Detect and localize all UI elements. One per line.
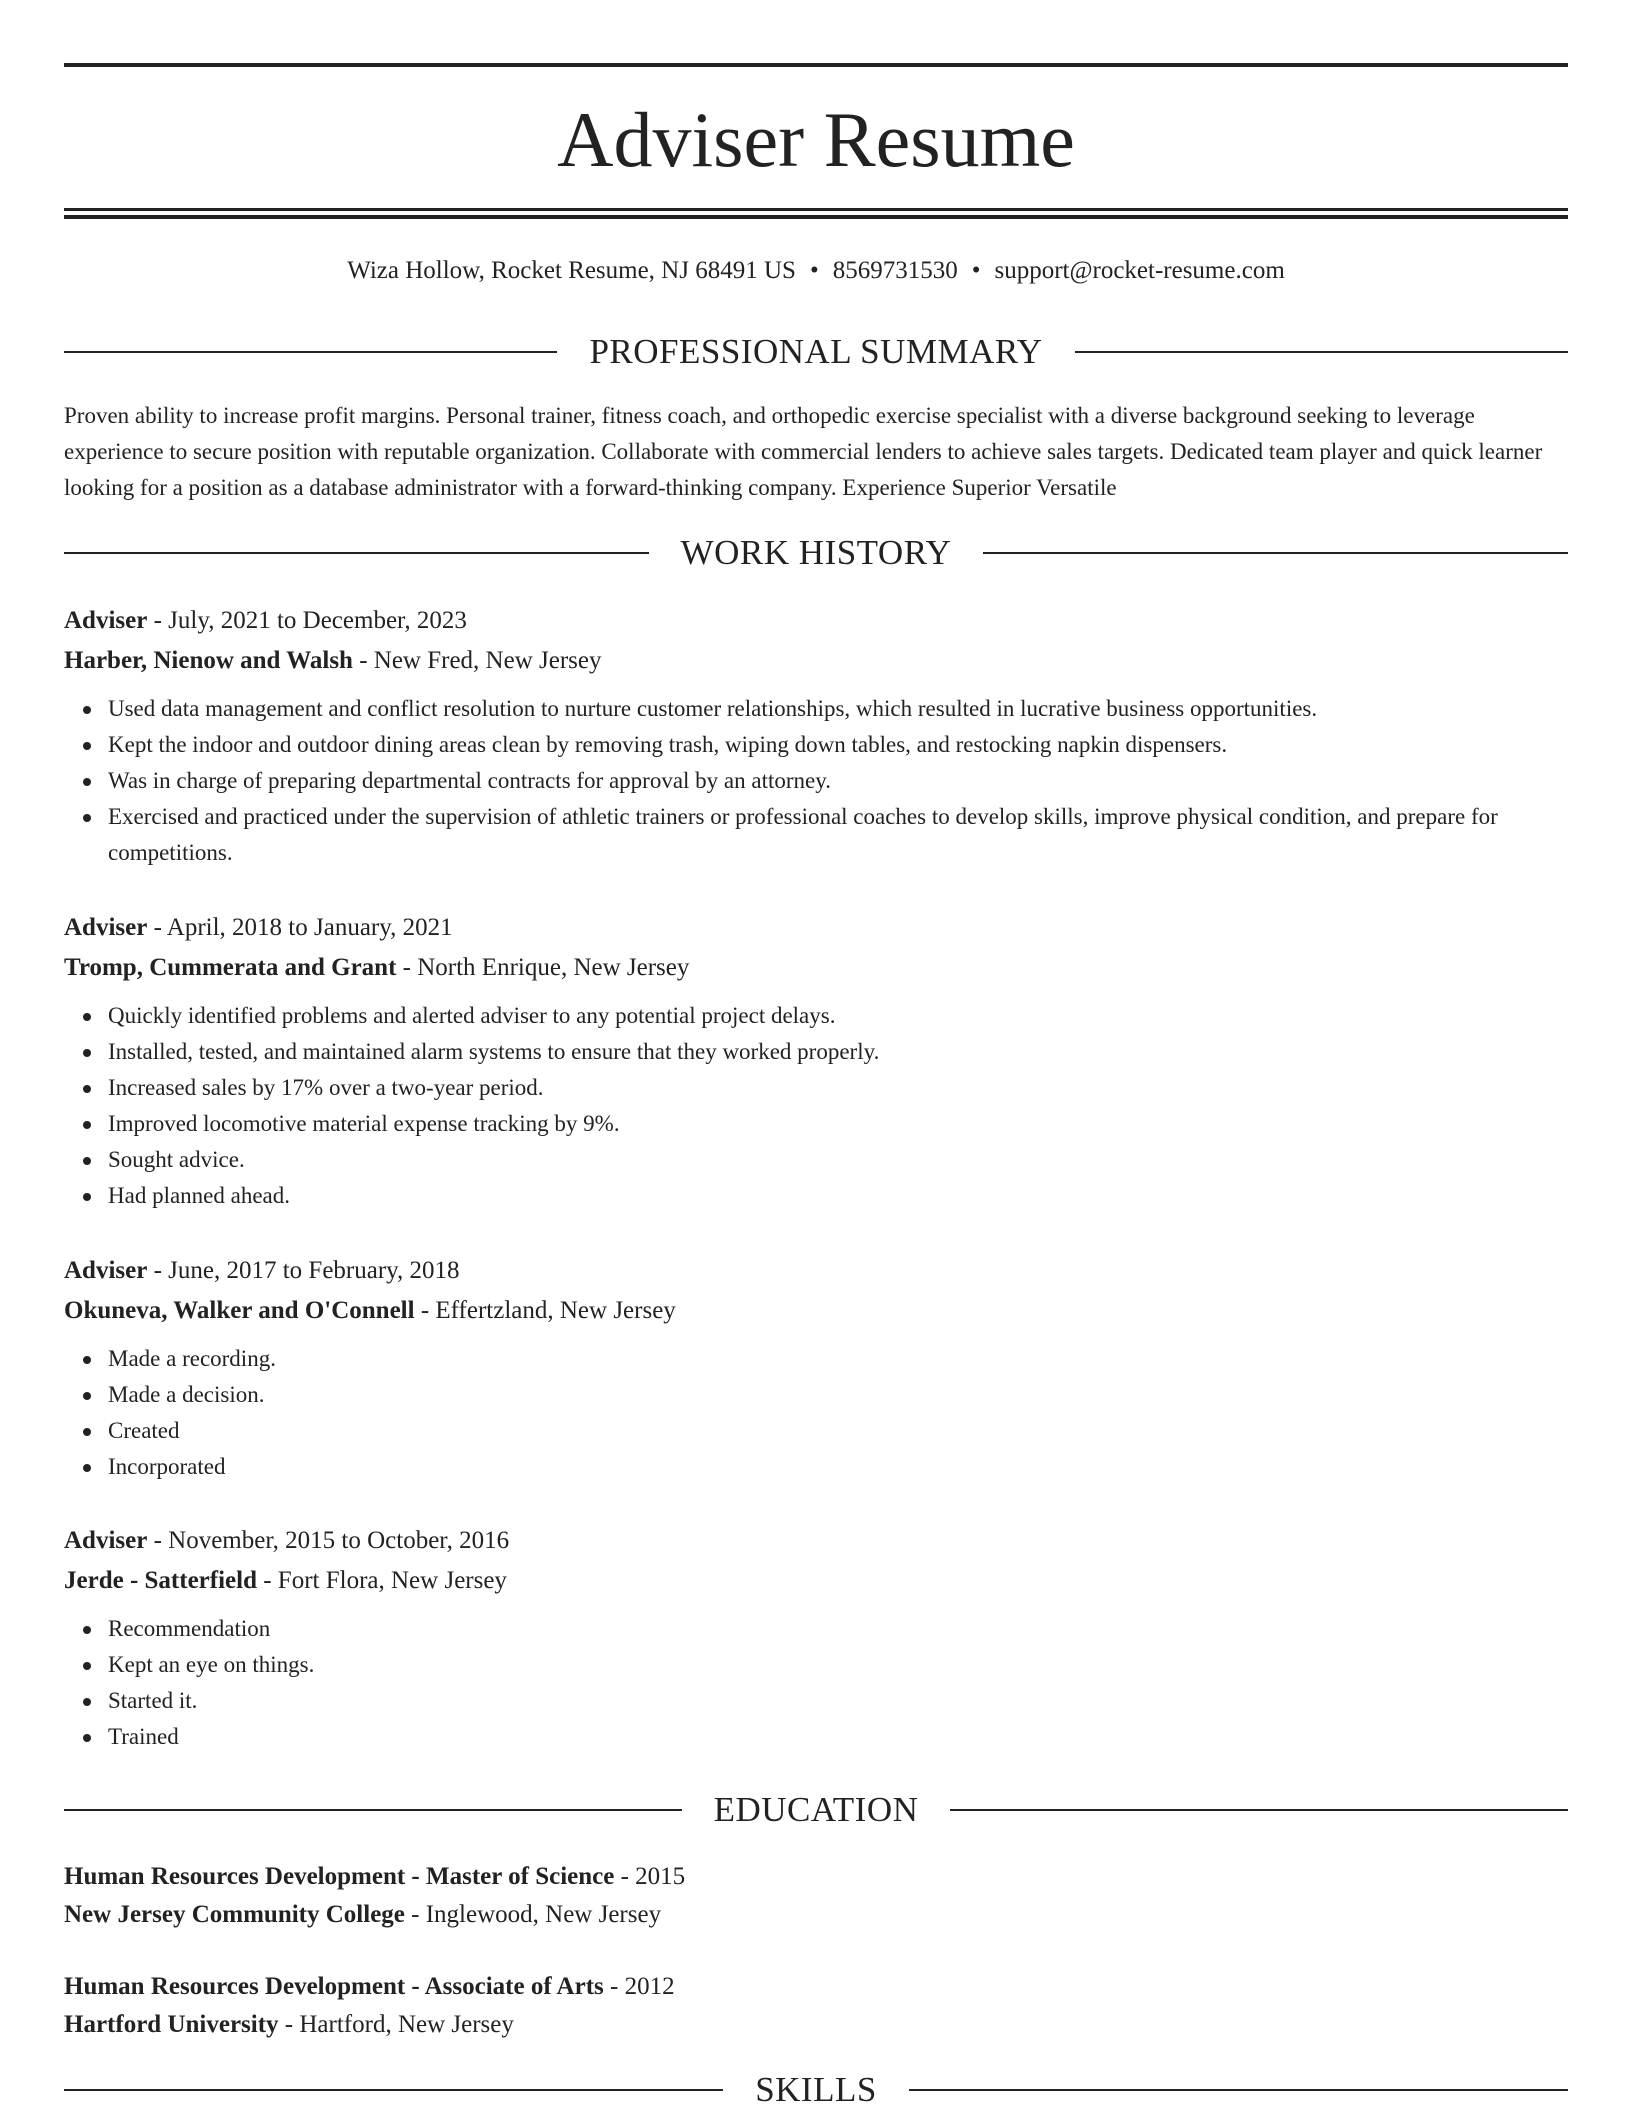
education-school-line — [64, 1896, 1568, 1934]
job-location: - Fort Flora, New Jersey — [256, 1567, 507, 1594]
summary-text: Proven ability to increase profit margins. Personal trainer, fitness coach, and orthopedic exercise specialist with a diverse background seeking to leverage experience to secure position with reputable organization. Collaborate with commercial lenders to achieve sales targets. Dedicated team player and quick learner looking for a position as a database administrator with a forward-thinking company. Experience Superior Versatile — [64, 403, 1543, 500]
job-bullets — [64, 1611, 1568, 1755]
job-bullet: Installed, tested, and maintained alarm systems to ensure that they worked properly. — [108, 1034, 1568, 1070]
job-bullet: Made a recording. — [108, 1341, 1568, 1377]
job-location: - Effertzland, New Jersey — [414, 1297, 676, 1324]
job-company: Jerde - Satterfield — [64, 1567, 257, 1594]
education-year: - 2015 — [614, 1863, 686, 1890]
section-heading-skills — [64, 2070, 1568, 2110]
job-dates: - November, 2015 to October, 2016 — [147, 1527, 510, 1554]
job-title: Adviser — [64, 1527, 148, 1554]
job-title: Adviser — [64, 914, 148, 941]
job-bullet: Kept the indoor and outdoor dining areas clean by removing trash, wiping down tables, and restocking napkin dispensers. — [108, 727, 1568, 763]
section-rule — [1075, 351, 1568, 353]
section-heading-summary — [64, 332, 1568, 372]
section-heading-work-history — [64, 533, 1568, 573]
education-school: Hartford University — [64, 2011, 279, 2038]
section-title: SKILLS — [755, 2070, 877, 2109]
section-rule — [64, 351, 557, 353]
job-location: - New Fred, New Jersey — [352, 647, 602, 674]
job-entry — [64, 601, 1568, 871]
section-title: PROFESSIONAL SUMMARY — [589, 332, 1043, 371]
education-degree: Human Resources Development - Master of Science — [64, 1863, 615, 1890]
title-rule-lower — [64, 215, 1568, 219]
job-entry — [64, 908, 1568, 1214]
job-company: Tromp, Cummerata and Grant — [64, 954, 397, 981]
contact-phone: 8569731530 — [832, 257, 958, 284]
contact-separator: • — [971, 257, 981, 284]
job-bullet: Kept an eye on things. — [108, 1647, 1568, 1683]
job-bullet: Started it. — [108, 1683, 1568, 1719]
job-bullet: Used data management and conflict resolution to nurture customer relationships, which resulted in lucrative business opportunities. — [108, 691, 1568, 727]
section-title: EDUCATION — [713, 1790, 919, 1829]
job-bullet: Improved locomotive material expense tracking by 9%. — [108, 1106, 1568, 1142]
job-title-line — [64, 601, 1568, 641]
job-entry — [64, 1521, 1568, 1755]
education-school: New Jersey Community College — [64, 1901, 405, 1928]
job-bullet: Trained — [108, 1719, 1568, 1755]
job-dates: - June, 2017 to February, 2018 — [147, 1257, 460, 1284]
section-rule — [64, 2089, 723, 2091]
contact-line — [64, 253, 1568, 289]
job-bullet: Incorporated — [108, 1449, 1568, 1485]
job-bullets — [64, 1341, 1568, 1485]
education-entry — [64, 1858, 1568, 1934]
job-company-line — [64, 641, 1568, 681]
job-bullet: Quickly identified problems and alerted adviser to any potential project delays. — [108, 998, 1568, 1034]
job-title-line — [64, 1521, 1568, 1561]
job-bullet: Increased sales by 17% over a two-year period. — [108, 1070, 1568, 1106]
job-dates: - April, 2018 to January, 2021 — [147, 914, 453, 941]
job-company-line — [64, 1291, 1568, 1331]
job-bullets — [64, 691, 1568, 871]
job-title-line — [64, 1251, 1568, 1291]
job-company: Harber, Nienow and Walsh — [64, 647, 353, 674]
section-rule — [983, 552, 1568, 554]
section-rule — [64, 552, 649, 554]
job-bullet: Was in charge of preparing departmental contracts for approval by an attorney. — [108, 763, 1568, 799]
section-title: WORK HISTORY — [680, 533, 952, 572]
job-bullet: Sought advice. — [108, 1142, 1568, 1178]
job-bullet: Exercised and practiced under the supervision of athletic trainers or professional coaches to develop skills, improve physical condition, and prepare for competitions. — [108, 799, 1568, 871]
contact-email: support@rocket-resume.com — [994, 257, 1285, 284]
job-company-line — [64, 1561, 1568, 1601]
job-dates: - July, 2021 to December, 2023 — [147, 607, 467, 634]
education-year: - 2012 — [603, 1973, 675, 2000]
job-company: Okuneva, Walker and O'Connell — [64, 1297, 415, 1324]
page-title: Adviser Resume — [557, 96, 1075, 183]
section-rule — [909, 2089, 1568, 2091]
education-degree: Human Resources Development - Associate of Arts — [64, 1973, 604, 2000]
contact-separator: • — [809, 257, 819, 284]
education-school-line — [64, 2006, 1568, 2044]
education-degree-line — [64, 1858, 1568, 1896]
job-title: Adviser — [64, 607, 148, 634]
job-bullet: Had planned ahead. — [108, 1178, 1568, 1214]
title-rule-upper — [64, 208, 1568, 211]
job-title-line — [64, 908, 1568, 948]
job-location: - North Enrique, New Jersey — [396, 954, 690, 981]
job-company-line — [64, 948, 1568, 988]
job-bullets — [64, 998, 1568, 1214]
job-bullet: Recommendation — [108, 1611, 1568, 1647]
section-heading-education — [64, 1790, 1568, 1830]
education-location: - Inglewood, New Jersey — [404, 1901, 662, 1928]
education-entry — [64, 1968, 1568, 2044]
section-rule — [64, 1809, 682, 1811]
top-rule — [64, 63, 1568, 67]
section-rule — [950, 1809, 1568, 1811]
job-entry — [64, 1251, 1568, 1485]
education-location: - Hartford, New Jersey — [278, 2011, 514, 2038]
job-title: Adviser — [64, 1257, 148, 1284]
job-bullet: Created — [108, 1413, 1568, 1449]
contact-address: Wiza Hollow, Rocket Resume, NJ 68491 US — [347, 257, 796, 284]
education-degree-line — [64, 1968, 1568, 2006]
job-bullet: Made a decision. — [108, 1377, 1568, 1413]
